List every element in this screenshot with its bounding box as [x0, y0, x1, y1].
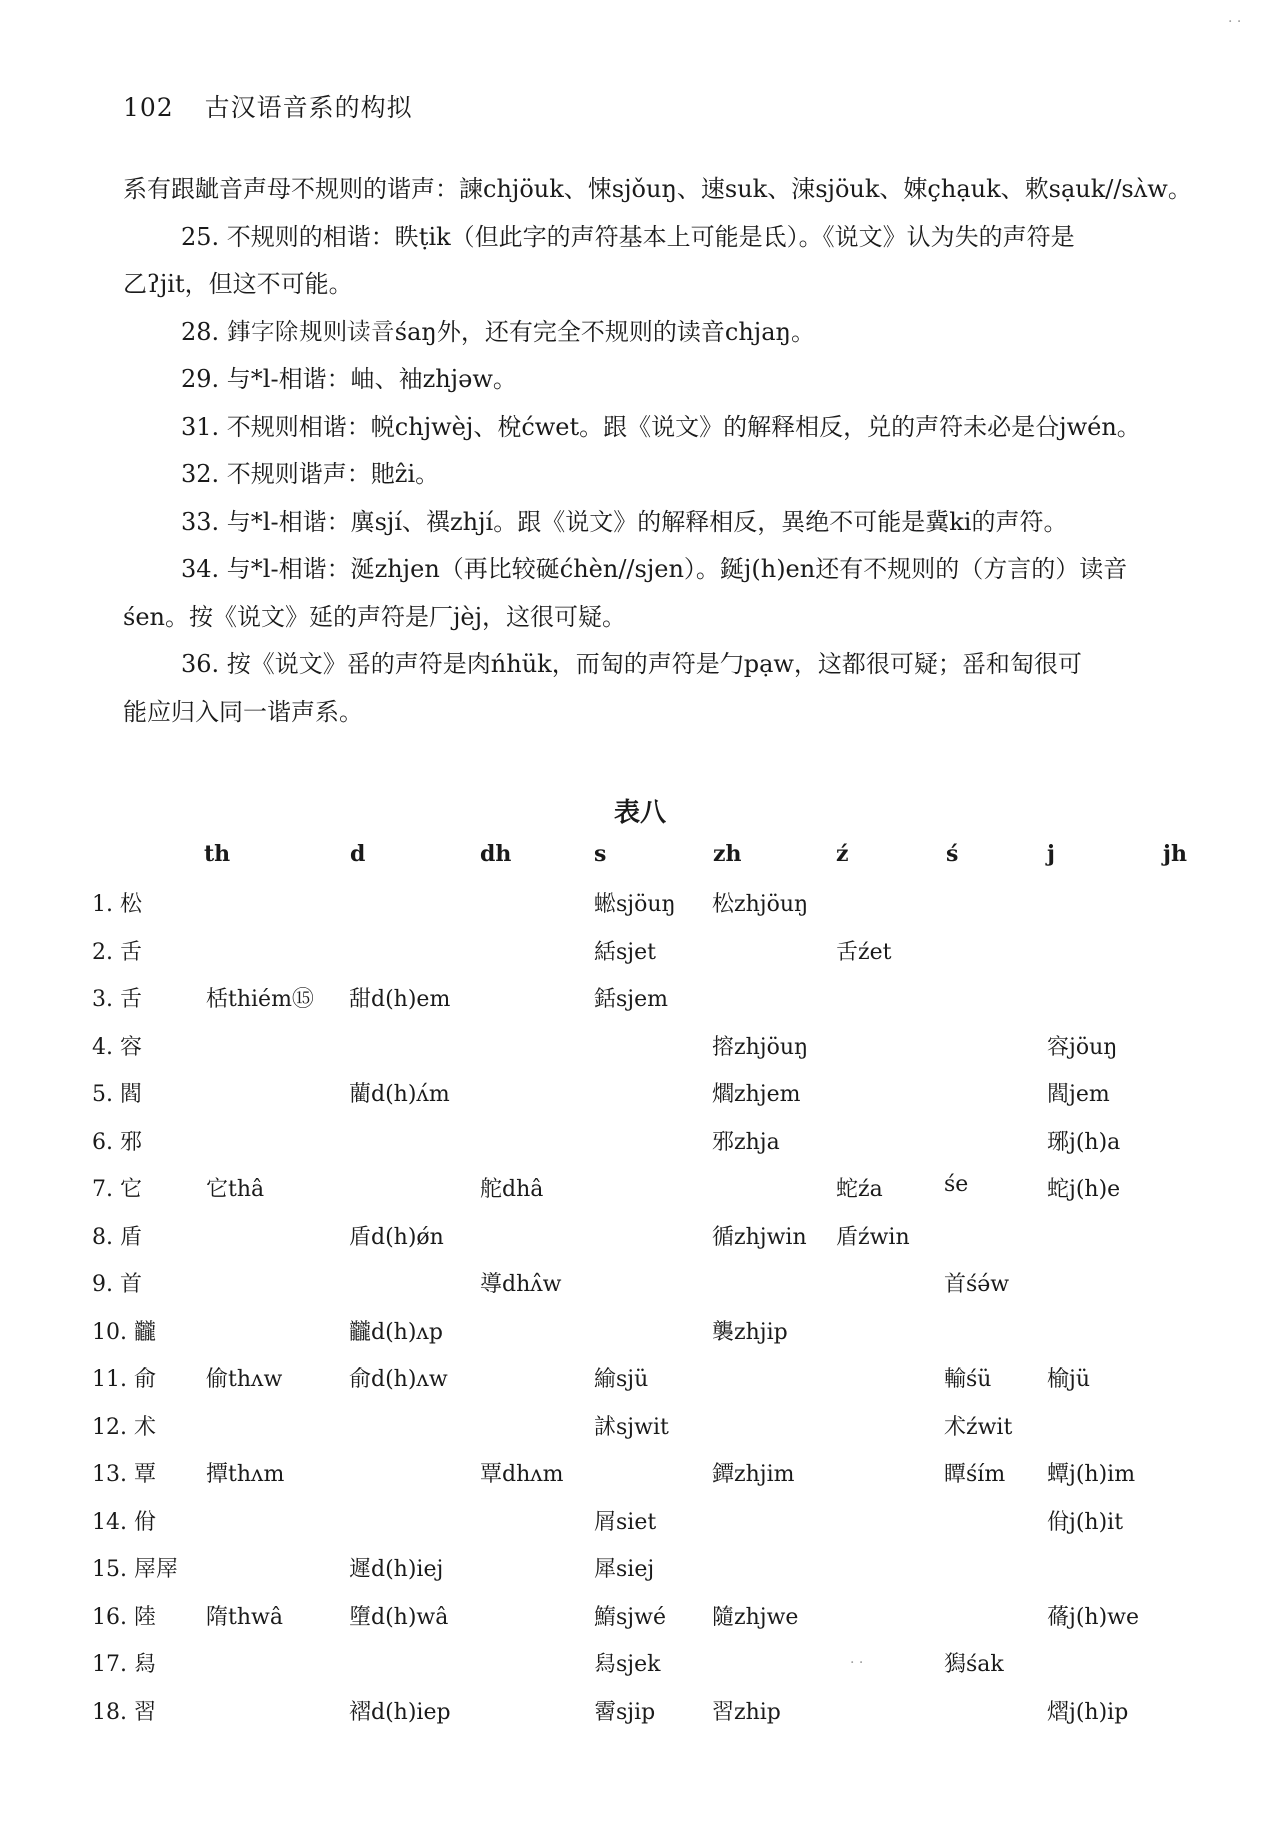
table-row	[0, 1315, 1280, 1363]
column-header: th	[204, 841, 231, 867]
table-cell: 隋thwâ	[206, 1604, 283, 1630]
table-row	[0, 1647, 1280, 1695]
note-line: 31. 不规则相谐：帨chjwèj、梲ćwet。跟《说文》的解释相反，兑的声符未必是㕣jwén。	[181, 412, 1141, 441]
note-line: 乙ʔjit，但这不可能。	[123, 270, 353, 298]
row-label: 7. 它	[92, 1177, 142, 1202]
table-row	[0, 1172, 1280, 1220]
note-line: 32. 不规则谐声：貤ẑi。	[181, 460, 440, 488]
notes-section	[123, 166, 1213, 736]
table-row	[0, 982, 1280, 1030]
table-row	[0, 1457, 1280, 1505]
table-row	[0, 1600, 1280, 1648]
table-title: 表八	[613, 798, 666, 828]
table-row	[0, 1125, 1280, 1173]
table-cell: 遲d(h)iej	[349, 1557, 444, 1582]
table-cell: 導dhʌ̂w	[480, 1272, 562, 1297]
table-cell: 松zhjöuŋ	[712, 892, 809, 917]
row-label: 18. 習	[92, 1699, 156, 1725]
table-body	[0, 887, 1280, 1742]
table-cell: 容jöuŋ	[1047, 1034, 1118, 1060]
row-label: 6. 邪	[92, 1129, 142, 1155]
row-label: 14. 佾	[92, 1509, 156, 1535]
table-row	[0, 1267, 1280, 1315]
row-label: 12. 术	[92, 1414, 156, 1440]
table-cell: 首śə́w	[944, 1272, 1010, 1297]
note-line: 29. 与*l-相谐：岫、袖zhjəw。	[181, 365, 517, 393]
table-cell: 襲zhjip	[712, 1319, 788, 1345]
table-cell: 偷thʌw	[206, 1367, 283, 1392]
table-cell: 瞫śím	[944, 1462, 1006, 1487]
table-cell: 搈zhjöuŋ	[712, 1034, 809, 1060]
table-cell: 覃dhʌm	[480, 1462, 564, 1487]
table-row	[0, 935, 1280, 983]
table-cell: 霫sjip	[594, 1699, 656, 1725]
column-header: ź	[836, 841, 849, 867]
table-cell: 蓨j(h)we	[1047, 1604, 1140, 1630]
table-cell: 蛇j(h)e	[1047, 1177, 1121, 1202]
table-cell: 犀siej	[594, 1557, 655, 1582]
note-line: 28. 𨧫字除规则读音śaŋ外，还有完全不规则的读音chjaŋ。	[181, 317, 815, 346]
note-line: 系有跟龇音声母不规则的谐声：諫chjöuk、悚sjǒuŋ、速suk、涑sjöuk、娕çhạuk、欶sạuk//sʌ̀w。	[123, 175, 1192, 203]
column-header: jh	[1163, 841, 1187, 867]
table-row	[0, 1220, 1280, 1268]
row-label: 11. 俞	[92, 1367, 156, 1392]
column-header: zh	[713, 841, 742, 867]
table-cell: 循zhjwin	[712, 1224, 807, 1250]
table-row	[0, 1077, 1280, 1125]
table-cell: 藺d(h)ʌ́m	[349, 1082, 450, 1107]
table-cell: 蜙sjöuŋ	[594, 892, 676, 917]
table-cell: 邪zhja	[712, 1129, 780, 1155]
table-cell: 褶d(h)iep	[349, 1699, 451, 1725]
table-row	[0, 887, 1280, 935]
table-cell: 鐔zhjim	[712, 1462, 795, 1487]
table-cell: 佾j(h)it	[1047, 1509, 1124, 1535]
table-cell: 蟫j(h)im	[1047, 1462, 1136, 1487]
table-cell: 閻jem	[1047, 1082, 1110, 1107]
table-cell: 撢thʌm	[206, 1462, 285, 1487]
row-label: 3. 舌	[92, 987, 142, 1012]
table-row	[0, 1505, 1280, 1553]
note-line: 34. 与*l-相谐：涎zhjen（再比较硟ćhèn//sjen）。鋋j(h)en还有不规则的（方言的）读音	[181, 555, 1128, 583]
running-header	[123, 88, 413, 124]
row-label: 10. 龖	[92, 1319, 156, 1345]
scan-speck: · ·	[1228, 14, 1242, 30]
table-cell: 俞d(h)ʌw	[349, 1367, 448, 1392]
table-row	[0, 1695, 1280, 1743]
row-label: 2. 舌	[92, 939, 142, 965]
row-label: 4. 容	[92, 1034, 142, 1060]
table-cell: 龖d(h)ʌp	[349, 1319, 443, 1345]
column-header: dh	[480, 841, 512, 867]
row-label: 17. 舄	[92, 1652, 156, 1677]
book-title: 古汉语音系的构拟	[204, 93, 413, 122]
row-label: 9. 首	[92, 1272, 142, 1297]
table-cell: 獡śak	[944, 1652, 1004, 1677]
table-cell: 屑siet	[594, 1509, 657, 1535]
column-header: j	[1047, 841, 1055, 867]
table-cell: 盾źwin	[836, 1224, 910, 1250]
row-label: 15. 屖屖	[92, 1557, 178, 1582]
row-label: 1. 松	[92, 892, 142, 917]
table-cell: 訹sjwit	[594, 1414, 669, 1440]
note-line: śen。按《说文》延的声符是厂jèj，这很可疑。	[123, 602, 627, 631]
table-cell: 習zhip	[712, 1699, 781, 1725]
row-label: 13. 覃	[92, 1462, 156, 1487]
table-cell: 熠j(h)ip	[1047, 1699, 1129, 1725]
table-cell: 墮d(h)wâ	[349, 1604, 449, 1630]
table-row	[0, 1030, 1280, 1078]
table-cell: 榆jü	[1047, 1367, 1090, 1392]
table-cell: 舌źet	[836, 939, 892, 965]
table-cell: 舄sjek	[594, 1652, 661, 1677]
table-cell: śe	[944, 1172, 969, 1197]
note-line: 25. 不规则的相谐：眣ṭik（但此字的声符基本上可能是氐）。《说文》认为失的声符是	[181, 222, 1075, 251]
table-row	[0, 1362, 1280, 1410]
column-header: d	[350, 841, 366, 867]
scan-speck: · ·	[850, 1655, 864, 1671]
table-cell: 甜d(h)em	[349, 987, 451, 1012]
table-cell: 舵dhâ	[480, 1177, 544, 1202]
table-cell: 鰖sjwé	[594, 1604, 666, 1630]
table-cell: 琊j(h)a	[1047, 1129, 1121, 1155]
table-row	[0, 1410, 1280, 1458]
column-header: s	[594, 841, 607, 867]
note-line: 36. 按《说文》䍃的声符是肉ńhük，而匋的声符是勹pạw，这都很可疑；䍃和匋很可	[181, 650, 1082, 678]
table-cell: 緰sjü	[594, 1367, 649, 1392]
note-line: 能应归入同一谐声系。	[123, 697, 363, 726]
table-cell: 爓zhjem	[712, 1082, 801, 1107]
table-cell: 术źwit	[944, 1414, 1013, 1440]
table-row	[0, 1552, 1280, 1600]
column-header: ś	[946, 841, 959, 867]
table-cell: 栝thiém⑮	[206, 987, 314, 1012]
row-label: 5. 閻	[92, 1082, 142, 1107]
row-label: 16. 陸	[92, 1604, 156, 1630]
table-cell: 銛sjem	[594, 987, 668, 1012]
table-cell: 盾d(h)ǿn	[349, 1224, 444, 1250]
table-cell: 輸śü	[944, 1367, 992, 1392]
table-cell: 蛇źa	[836, 1177, 883, 1202]
table-cell: 隨zhjwe	[712, 1604, 799, 1630]
table-header-row	[0, 841, 1280, 871]
table-cell: 絬sjet	[594, 939, 656, 965]
table-cell: 它thâ	[206, 1177, 265, 1202]
note-line: 33. 与*l-相谐：廙sjí、禩zhjí。跟《说文》的解释相反，異绝不可能是冀ki的声符。	[181, 507, 1068, 536]
page-number: 102	[123, 93, 174, 122]
row-label: 8. 盾	[92, 1224, 142, 1250]
